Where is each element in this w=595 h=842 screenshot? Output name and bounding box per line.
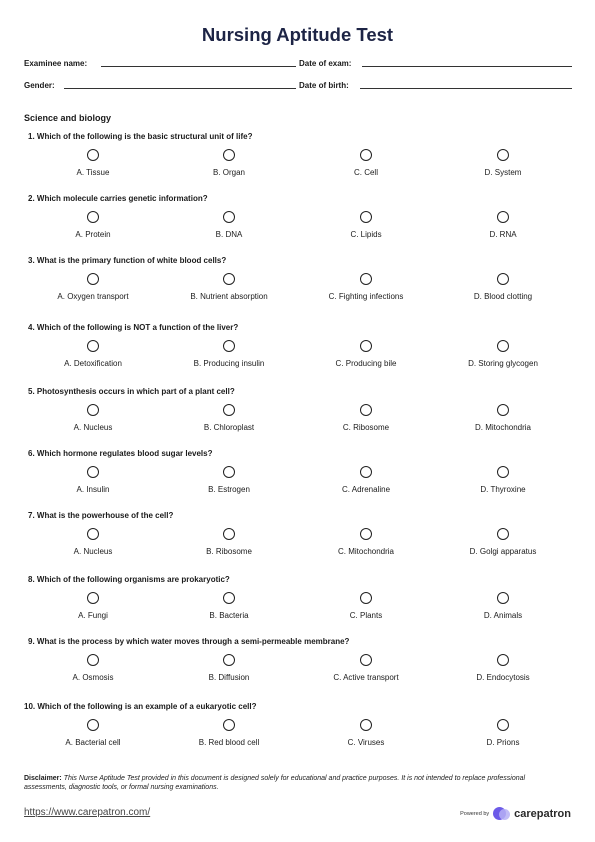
answer-option[interactable] [296, 592, 436, 620]
question-text: 10. Which of the following is an example of a eukaryotic cell? [24, 702, 257, 711]
gender-label: Gender: [24, 81, 55, 90]
radio-circle-icon[interactable] [87, 340, 99, 352]
radio-circle-icon[interactable] [360, 466, 372, 478]
footer-link[interactable]: https://www.carepatron.com/ [24, 807, 151, 818]
answer-option[interactable] [433, 340, 573, 368]
question-2 [28, 194, 567, 250]
option-label: C. Fighting infections [328, 292, 404, 301]
answer-option[interactable] [296, 273, 436, 301]
question-text: 1. Which of the following is the basic structural unit of life? [28, 132, 253, 141]
option-label: A. Osmosis [72, 673, 114, 682]
option-label: A. Fungi [78, 611, 108, 620]
radio-circle-icon[interactable] [223, 528, 235, 540]
date-of-birth-field[interactable] [360, 88, 572, 89]
radio-circle-icon[interactable] [497, 211, 509, 223]
radio-circle-icon[interactable] [360, 719, 372, 731]
answer-option[interactable] [23, 592, 163, 620]
radio-circle-icon[interactable] [87, 273, 99, 285]
radio-circle-icon[interactable] [223, 404, 235, 416]
option-label: C. Adrenaline [341, 485, 391, 494]
answer-option[interactable] [433, 528, 573, 556]
question-text: 6. Which hormone regulates blood sugar levels? [28, 449, 213, 458]
question-text: 8. Which of the following organisms are prokaryotic? [28, 575, 230, 584]
disclaimer [24, 774, 569, 792]
option-label: B. Red blood cell [198, 738, 260, 747]
answer-option[interactable] [23, 149, 163, 177]
option-label: B. Chloroplast [203, 423, 255, 432]
answer-option[interactable] [159, 340, 299, 368]
radio-circle-icon[interactable] [87, 466, 99, 478]
option-label: C. Plants [349, 611, 383, 620]
question-8 [28, 575, 567, 631]
answer-option[interactable] [433, 149, 573, 177]
option-label: B. Organ [212, 168, 245, 177]
radio-circle-icon[interactable] [87, 149, 99, 161]
answer-option[interactable] [23, 273, 163, 301]
powered-by-badge [460, 806, 571, 822]
option-label: D. Blood clotting [473, 292, 533, 301]
answer-option[interactable] [159, 149, 299, 177]
answer-option[interactable] [23, 654, 163, 682]
date-of-birth-label: Date of birth: [299, 81, 349, 90]
answer-option[interactable] [23, 528, 163, 556]
option-label: D. Prions [486, 738, 520, 747]
question-text: 7. What is the powerhouse of the cell? [28, 511, 174, 520]
option-label: C. Mitochondria [337, 547, 395, 556]
option-label: A. Nucleus [73, 547, 113, 556]
option-label: C. Lipids [350, 230, 382, 239]
question-6 [28, 449, 567, 505]
option-label: B. Estrogen [208, 485, 250, 494]
date-of-exam-field[interactable] [362, 66, 572, 67]
question-7 [28, 511, 567, 567]
option-label: B. Nutrient absorption [190, 292, 268, 301]
option-label: B. DNA [215, 230, 243, 239]
answer-option[interactable] [433, 273, 573, 301]
radio-circle-icon[interactable] [497, 654, 509, 666]
option-label: D. Mitochondria [474, 423, 532, 432]
option-label: D. Animals [483, 611, 523, 620]
radio-circle-icon[interactable] [497, 466, 509, 478]
question-3 [28, 256, 567, 312]
question-9 [28, 637, 567, 693]
answer-option[interactable] [23, 211, 163, 239]
radio-circle-icon[interactable] [360, 528, 372, 540]
radio-circle-icon[interactable] [223, 340, 235, 352]
option-label: D. RNA [489, 230, 517, 239]
answer-option[interactable] [23, 404, 163, 432]
answer-option[interactable] [433, 592, 573, 620]
radio-circle-icon[interactable] [360, 654, 372, 666]
radio-circle-icon[interactable] [360, 592, 372, 604]
radio-circle-icon[interactable] [497, 719, 509, 731]
radio-circle-icon[interactable] [223, 466, 235, 478]
radio-circle-icon[interactable] [87, 404, 99, 416]
option-label: B. Ribosome [206, 547, 252, 556]
option-label: A. Protein [75, 230, 111, 239]
radio-circle-icon[interactable] [497, 404, 509, 416]
answer-option[interactable] [159, 404, 299, 432]
answer-option[interactable] [159, 273, 299, 301]
option-label: B. Producing insulin [193, 359, 265, 368]
answer-option[interactable] [296, 654, 436, 682]
answer-option[interactable] [433, 211, 573, 239]
answer-option[interactable] [433, 654, 573, 682]
option-label: C. Producing bile [335, 359, 397, 368]
answer-option[interactable] [23, 466, 163, 494]
radio-circle-icon[interactable] [87, 719, 99, 731]
option-label: C. Cell [353, 168, 378, 177]
disclaimer-label: Disclaimer: [24, 775, 62, 782]
radio-circle-icon[interactable] [360, 149, 372, 161]
answer-option[interactable] [433, 466, 573, 494]
section-heading: Science and biology [24, 113, 112, 123]
question-text: 3. What is the primary function of white blood cells? [28, 256, 227, 265]
option-label: A. Tissue [76, 168, 110, 177]
answer-option[interactable] [23, 719, 163, 747]
radio-circle-icon[interactable] [360, 340, 372, 352]
radio-circle-icon[interactable] [497, 273, 509, 285]
option-label: A. Nucleus [73, 423, 113, 432]
radio-circle-icon[interactable] [497, 149, 509, 161]
page-title: Nursing Aptitude Test [201, 24, 394, 45]
question-text: 9. What is the process by which water moves through a semi-permeable membrane? [28, 637, 350, 646]
answer-option[interactable] [296, 211, 436, 239]
question-text: 2. Which molecule carries genetic information? [28, 194, 208, 203]
option-label: B. Bacteria [209, 611, 249, 620]
option-label: C. Active transport [333, 673, 399, 682]
powered-by-text: Powered by [460, 811, 490, 817]
radio-circle-icon[interactable] [223, 654, 235, 666]
answer-option[interactable] [159, 654, 299, 682]
answer-option[interactable] [159, 211, 299, 239]
answer-option[interactable] [296, 404, 436, 432]
question-5 [28, 387, 567, 443]
question-1 [28, 132, 567, 188]
radio-circle-icon[interactable] [87, 528, 99, 540]
radio-circle-icon[interactable] [497, 528, 509, 540]
answer-option[interactable] [159, 528, 299, 556]
option-label: D. Golgi apparatus [469, 547, 537, 556]
option-label: D. System [484, 168, 522, 177]
gender-field[interactable] [64, 88, 296, 89]
answer-option[interactable] [296, 466, 436, 494]
question-text: 4. Which of the following is NOT a function of the liver? [28, 323, 239, 332]
answer-option[interactable] [433, 719, 573, 747]
examinee-name-label: Examinee name: [24, 59, 88, 68]
answer-option[interactable] [159, 719, 299, 747]
carepatron-logo-icon [493, 806, 511, 822]
radio-circle-icon[interactable] [223, 719, 235, 731]
radio-circle-icon[interactable] [223, 273, 235, 285]
radio-circle-icon[interactable] [223, 149, 235, 161]
brand-name: carepatron [514, 808, 571, 820]
question-4 [28, 323, 567, 379]
radio-circle-icon[interactable] [360, 211, 372, 223]
answer-option[interactable] [433, 404, 573, 432]
answer-option[interactable] [296, 528, 436, 556]
radio-circle-icon[interactable] [497, 340, 509, 352]
radio-circle-icon[interactable] [223, 211, 235, 223]
date-of-exam-label: Date of exam: [299, 59, 352, 68]
examinee-name-field[interactable] [101, 66, 296, 67]
radio-circle-icon[interactable] [87, 211, 99, 223]
radio-circle-icon[interactable] [360, 404, 372, 416]
answer-option[interactable] [159, 592, 299, 620]
option-label: C. Viruses [347, 738, 385, 747]
question-text: 5. Photosynthesis occurs in which part of a plant cell? [28, 387, 235, 396]
radio-circle-icon[interactable] [223, 592, 235, 604]
radio-circle-icon[interactable] [360, 273, 372, 285]
answer-option[interactable] [296, 719, 436, 747]
answer-option[interactable] [296, 149, 436, 177]
option-label: A. Bacterial cell [65, 738, 121, 747]
option-label: D. Thyroxine [480, 485, 526, 494]
radio-circle-icon[interactable] [87, 654, 99, 666]
option-label: B. Diffusion [208, 673, 250, 682]
question-10 [24, 702, 567, 758]
answer-option[interactable] [23, 340, 163, 368]
answer-option[interactable] [159, 466, 299, 494]
disclaimer-text: This Nurse Aptitude Test provided in this document is designed solely for educational and practice purposes. It is not intended to replace professional assessments, diagnostic tools, or formal nursing examinations. [24, 775, 526, 791]
option-label: C. Ribosome [342, 423, 390, 432]
option-label: A. Detoxification [64, 359, 122, 368]
option-label: D. Endocytosis [476, 673, 530, 682]
radio-circle-icon[interactable] [87, 592, 99, 604]
option-label: A. Insulin [76, 485, 110, 494]
option-label: D. Storing glycogen [468, 359, 538, 368]
option-label: A. Oxygen transport [57, 292, 129, 301]
radio-circle-icon[interactable] [497, 592, 509, 604]
answer-option[interactable] [296, 340, 436, 368]
